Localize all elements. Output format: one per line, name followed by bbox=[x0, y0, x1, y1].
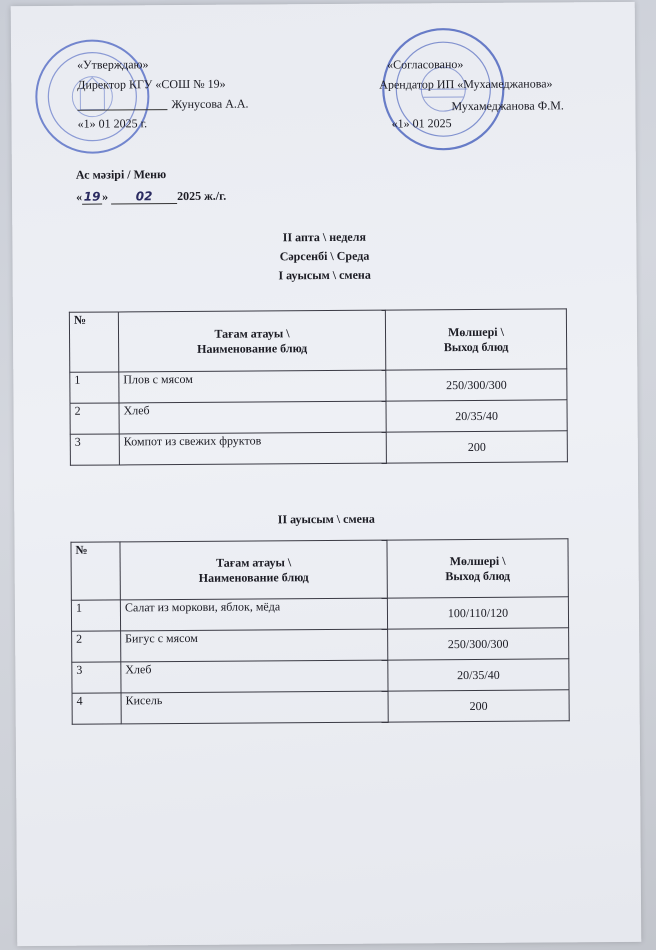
table-row bbox=[70, 369, 567, 403]
table-row bbox=[72, 659, 569, 693]
output-header-ru: Выход блюд bbox=[443, 339, 509, 354]
menu-date-month: 02 bbox=[111, 189, 177, 204]
agree-heading: «Согласовано» bbox=[387, 57, 464, 72]
dish-output: 250/300/300 bbox=[388, 628, 569, 660]
dish-name: Бигус с мясом bbox=[121, 629, 388, 662]
menu-date-close-quote: » bbox=[102, 189, 109, 204]
dish-header bbox=[120, 540, 387, 600]
output-header-kz: Мөлшері \ bbox=[449, 553, 506, 568]
table-row bbox=[71, 597, 568, 631]
shift1-title: I ауысым \ смена bbox=[278, 267, 371, 283]
approve-position: Директор КГУ «СОШ № 19» bbox=[77, 76, 226, 92]
approve-heading: «Утверждаю» bbox=[77, 57, 149, 72]
dish-output: 100/110/120 bbox=[387, 597, 568, 629]
dish-name: Компот из свежих фруктов bbox=[119, 432, 386, 465]
shift2-table bbox=[70, 538, 569, 724]
dish-name: Салат из моркови, яблок, мёда bbox=[120, 598, 387, 631]
shift2-title: II ауысым \ смена bbox=[277, 511, 375, 527]
approve-name: Жунусова А.А. bbox=[171, 96, 249, 112]
dish-output: 200 bbox=[388, 690, 569, 722]
table-row bbox=[72, 628, 569, 662]
agree-name: Мухамеджанова Ф.М. bbox=[451, 98, 564, 114]
dish-output: 250/300/300 bbox=[386, 369, 567, 401]
row-number: 4 bbox=[72, 693, 121, 724]
table-header-row bbox=[69, 309, 566, 372]
output-header-kz: Мөлшері \ bbox=[448, 324, 504, 339]
agree-position: Арендатор ИП «Мухамеджанова» bbox=[379, 76, 553, 92]
dish-output: 20/35/40 bbox=[388, 659, 569, 691]
num-header: № bbox=[69, 312, 118, 372]
dish-header-ru: Наименование блюд bbox=[198, 569, 309, 585]
dish-name: Хлеб bbox=[119, 401, 386, 434]
agree-date: «1» 01 2025 bbox=[391, 116, 452, 131]
output-header bbox=[385, 309, 566, 370]
dish-name: Кисель bbox=[121, 691, 388, 724]
row-number: 2 bbox=[70, 403, 119, 434]
row-number: 1 bbox=[71, 600, 120, 631]
menu-date-open-quote: « bbox=[76, 189, 83, 204]
approve-date: «1» 01 2025 г. bbox=[77, 116, 148, 131]
row-number: 2 bbox=[72, 631, 121, 662]
row-number: 1 bbox=[70, 372, 119, 403]
num-header: № bbox=[71, 542, 120, 600]
dish-output: 200 bbox=[386, 431, 567, 463]
table-row bbox=[70, 431, 567, 465]
day-title: Сәрсенбі \ Среда bbox=[279, 248, 370, 264]
dish-name: Плов с мясом bbox=[119, 370, 386, 403]
dish-header-kz: Тағам атауы \ bbox=[215, 554, 292, 570]
shift1-table bbox=[69, 308, 568, 465]
dish-header bbox=[118, 310, 385, 372]
dish-header-kz: Тағам атауы \ bbox=[214, 325, 290, 341]
menu-date bbox=[76, 189, 226, 205]
table-row bbox=[70, 400, 567, 434]
dish-name: Хлеб bbox=[121, 660, 388, 693]
output-header bbox=[387, 539, 568, 598]
approve-signature-line bbox=[77, 97, 167, 111]
table-row bbox=[72, 690, 569, 724]
output-header-ru: Выход блюд bbox=[445, 568, 511, 583]
menu-date-day: 19 bbox=[83, 189, 101, 204]
dish-header-ru: Наименование блюд bbox=[197, 340, 308, 356]
row-number: 3 bbox=[70, 434, 119, 465]
menu-date-year: 2025 ж./г. bbox=[177, 188, 227, 204]
dish-output: 20/35/40 bbox=[386, 400, 567, 432]
week-title: II апта \ неделя bbox=[282, 229, 366, 245]
menu-document bbox=[11, 2, 642, 946]
row-number: 3 bbox=[72, 662, 121, 693]
table-header-row bbox=[71, 539, 568, 600]
menu-label: Ас мәзірі / Меню bbox=[75, 167, 167, 182]
